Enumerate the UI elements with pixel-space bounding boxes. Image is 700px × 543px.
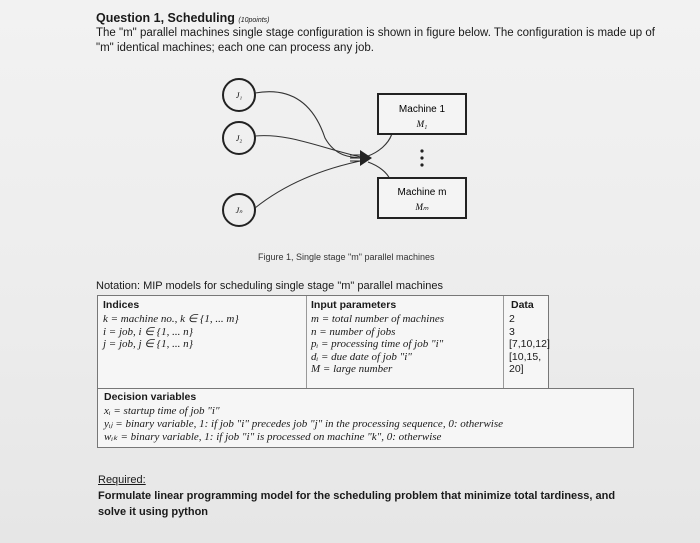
data-header: Data [511,299,534,311]
column-divider-2 [503,296,504,388]
index-j: j = job, j ∈ {1, ... n} [103,338,193,350]
param-d: dᵢ = due date of job "i" [311,350,412,363]
data-m: 2 [509,313,515,325]
decision-variables-box [97,388,634,448]
indices-header: Indices [103,299,140,311]
decision-w: wᵢₖ = binary variable, 1: if job "i" is processed on machine "k", 0: otherwise [104,431,442,443]
job-label-1: J₁ [235,91,243,100]
machine-1-label: Machine 1 [398,104,446,115]
question-title-text: Question 1, Scheduling [96,11,235,25]
machine-m-box [378,178,466,218]
ellipsis-dot-3 [420,163,423,166]
question-description: The "m" parallel machines single stage configuration is shown in figure below. The configuration is made up of "m" identical machines; each one can process any job. [96,27,655,54]
notation-table [97,295,549,389]
data-p: [7,10,12] [509,338,550,350]
figure-caption: Figure 1, Single stage "m" parallel machines [258,252,435,262]
required-title: Required: [98,474,146,486]
figure-diagram [200,78,480,248]
question-points: (10points) [238,17,270,24]
machine-1-sub: M₁ [416,119,428,129]
flow-line-3 [255,160,365,208]
decision-x: xᵢ = startup time of job "i" [104,405,220,417]
indices-list [103,313,239,351]
ellipsis-dot-1 [420,149,423,152]
param-big-m: M = large number [311,363,393,375]
column-divider-1 [306,296,307,388]
decision-y: yᵢⱼ = binary variable, 1: if job "i" precedes job "j" in the processing sequence, 0: otherwise [104,418,504,430]
param-n: n = number of jobs [311,325,396,338]
params-list [311,313,444,376]
index-k: k = machine no., k ∈ {1, ... m} [103,313,239,325]
data-d: [10,15, 20] [509,350,542,375]
decision-list [104,405,503,444]
param-m: m = total number of machines [311,313,444,325]
ellipsis-dot-2 [420,156,423,159]
question-title [96,11,270,25]
required-text: Formulate linear programming model for the scheduling problem that minimize total tardiness, and solve it using python [98,490,616,518]
machine-m-label: Machine m [397,187,447,198]
params-header: Input parameters [311,299,397,311]
parallel-machines-figure [200,78,480,248]
job-label-n: Jₙ [235,206,243,215]
flow-line-1 [255,92,365,158]
machine-m-sub: Mₘ [415,202,429,212]
job-label-2: J₂ [235,134,243,143]
decision-title: Decision variables [104,391,197,403]
index-i: i = job, i ∈ {1, ... n} [103,325,193,338]
flow-line-2 [255,136,365,158]
notation-title: Notation: MIP models for scheduling single stage "m" parallel machines [96,280,443,292]
param-p: pᵢ = processing time of job "i" [311,338,444,350]
data-list [509,313,550,375]
data-n: 3 [509,325,515,338]
